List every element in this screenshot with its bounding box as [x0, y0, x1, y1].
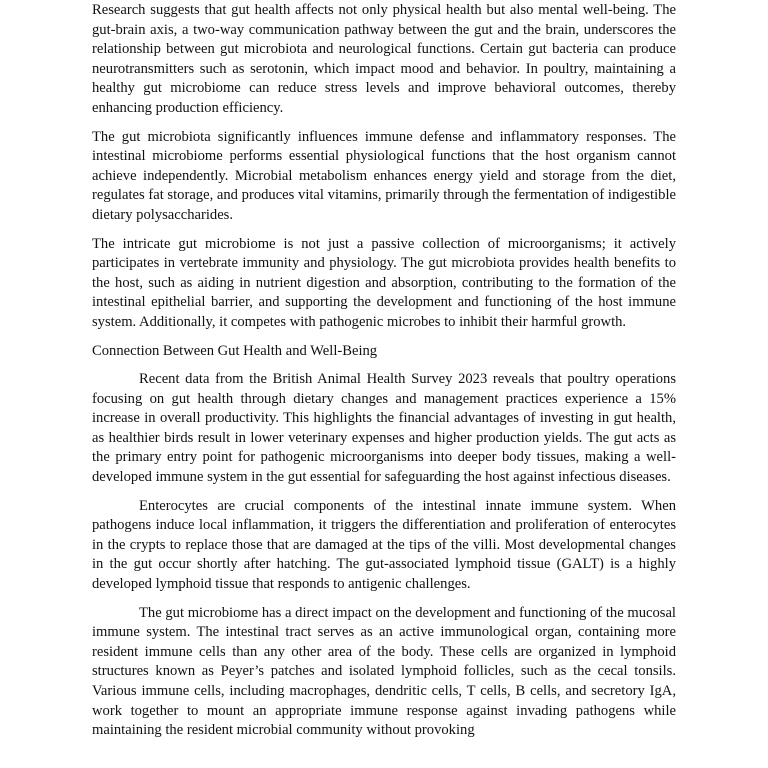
- paragraph-mucosal-immune-system: The gut microbiome has a direct impact on the development and functioning of the mucosal immune system. The intestinal tract serves as an active immunological organ, containing more resident immune cells than any other area of the body. These cells are organized in lymphoid structures known as Peyer’s patches and isolated lymphoid follicles, such as the cecal tonsils. Various immune cells, including macrophages, dendritic cells, T cells, B cells, and secretory IgA, work together to mount an appropriate immune response against invading pathogens while maintaining the resident microbial community without provoking: [92, 604, 676, 739]
- paragraph-gut-brain-axis: Research suggests that gut health affects not only physical health but also mental well-being. The gut-brain axis, a two-way communication pathway between the gut and the brain, underscores the relationship between gut microbiota and neurological functions. Certain gut bacteria can produce neurotransmitters such as serotonin, which impact mood and behavior. In poultry, maintaining a healthy gut microbiome can reduce stress levels and improve behavioral outcomes, thereby enhancing production efficiency.: [92, 2, 676, 116]
- paragraph-microbiome-participation: The intricate gut microbiome is not just a passive collection of microorganisms; it actively participates in vertebrate immunity and physiology. The gut microbiota provides health benefits to the host, such as aiding in nutrient digestion and absorption, contributing to the formation of the intestinal epithelial barrier, and supporting the development and functioning of the host immune system. Additionally, it competes with pathogenic microbes to inhibit their harmful growth.: [92, 235, 676, 330]
- section-heading: Connection Between Gut Health and Well-Being: [92, 342, 378, 359]
- paragraph-immune-defense: The gut microbiota significantly influences immune defense and inflammatory responses. The intestinal microbiome performs essential physiological functions that the host organism cannot achieve independently. Microbial metabolism enhances energy yield and storage from the diet, regulates fat storage, and produces vital vitamins, primarily through the fermentation of indigestible dietary polysaccharides.: [92, 128, 676, 223]
- document-body: [92, 1, 676, 750]
- paragraph-enterocytes: Enterocytes are crucial components of the intestinal innate immune system. When pathogens induce local inflammation, it triggers the differentiation and proliferation of enterocytes in the crypts to replace those that are damaged at the tips of the villi. Most developmental changes in the gut occur shortly after hatching. The gut-associated lymphoid tissue (GALT) is a highly developed lymphoid tissue that responds to antigenic challenges.: [92, 497, 676, 593]
- paragraph-survey-data: Recent data from the British Animal Health Survey 2023 reveals that poultry operations focusing on gut health through dietary changes and management practices experience a 15% increase in overall productivity. This highlights the financial advantages of investing in gut health, as healthier birds result in lower veterinary expenses and higher production yields. The gut acts as the primary entry point for pathogenic microorganisms into deeper body tissues, making a well-developed immune system in the gut essential for safeguarding the host against infectious diseases.: [92, 371, 676, 486]
